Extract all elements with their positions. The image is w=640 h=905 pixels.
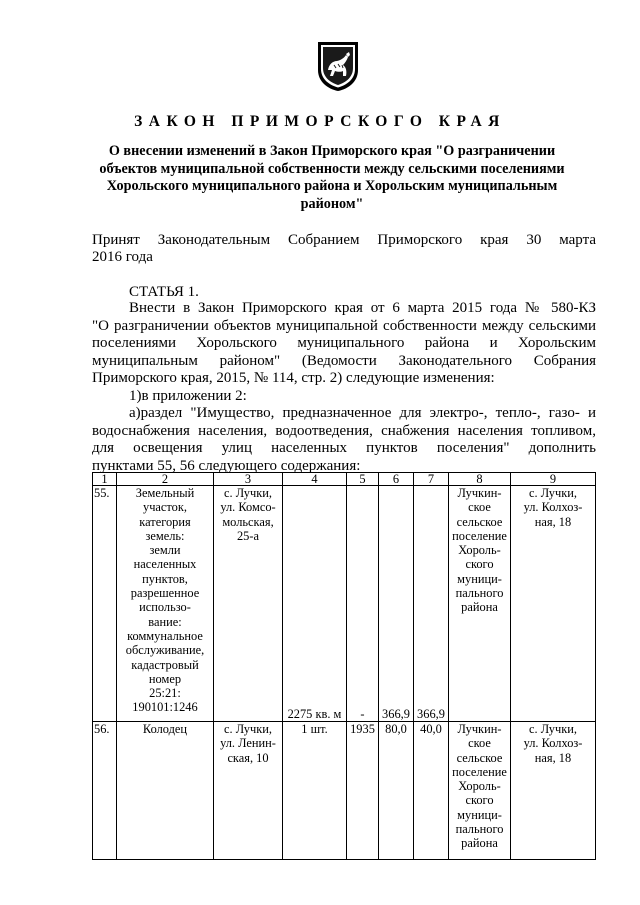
body-line: 1)в приложении 2: xyxy=(129,387,247,404)
object-name-cell: Земельный участок, категория земель: земли населенных пунктов, разрешенное использо- вание: коммунальное обслуживание, кадастровый номер 25:21: 190101:1246 xyxy=(117,486,214,722)
column-header: 2 xyxy=(117,473,214,486)
body-line: пунктами 55, 56 следующего содержания: xyxy=(92,457,361,474)
law-subtitle: О внесении изменений в Закон Приморского края "О разграничении объектов муниципальной собственности между сельскими поселениями Хорольского муниципального района и Хорольским муниципальным районом" xyxy=(99,143,565,212)
residual-value-cell: 366,9 xyxy=(414,486,449,722)
location-cell: с. Лучки, ул. Колхоз- ная, 18 xyxy=(511,486,596,722)
body-line: Приморского края, 2015, № 114, стр. 2) следующие изменения: xyxy=(92,370,495,386)
body-line: а)раздел "Имущество, предназначенное для электро-, тепло-, газо- и xyxy=(129,405,596,421)
table-row xyxy=(93,722,596,860)
location-cell: с. Лучки, ул. Колхоз- ная, 18 xyxy=(511,722,596,860)
body-line: водоснабжения населения, водоотведения, снабжения населения топливом, xyxy=(92,422,596,439)
column-header: 8 xyxy=(449,473,511,486)
column-header: 3 xyxy=(214,473,283,486)
property-table xyxy=(92,472,596,860)
column-header: 5 xyxy=(347,473,379,486)
value-cell: 80,0 xyxy=(379,722,414,860)
quantity-cell: 2275 кв. м xyxy=(283,486,347,722)
year-cell: - xyxy=(347,486,379,722)
address-cell: с. Лучки, ул. Комсо- мольская, 25-а xyxy=(214,486,283,722)
row-number: 56. xyxy=(93,722,117,860)
adoption-line-2: 2016 года xyxy=(92,249,153,265)
year-cell: 1935 xyxy=(347,722,379,860)
residual-value-cell: 40,0 xyxy=(414,722,449,860)
body-line: муниципальным районом" (Ведомости Законодательного Собрания xyxy=(92,352,596,369)
column-header: 9 xyxy=(511,473,596,486)
column-header: 6 xyxy=(379,473,414,486)
object-name-cell: Колодец xyxy=(117,722,214,860)
column-header: 7 xyxy=(414,473,449,486)
article-heading: СТАТЬЯ 1. xyxy=(129,284,199,300)
body-line: "О разграничении объектов муниципальной собственности между сельскими xyxy=(92,317,596,334)
row-number: 55. xyxy=(93,486,117,722)
article-body xyxy=(92,300,596,475)
value-cell: 366,9 xyxy=(379,486,414,722)
quantity-cell: 1 шт. xyxy=(283,722,347,860)
body-line: поселениями Хорольского муниципального района и Хорольским xyxy=(92,335,596,351)
owner-cell: Лучкин- ское сельское поселение Хороль- ского муници- пального района xyxy=(449,486,511,722)
column-header: 1 xyxy=(93,473,117,486)
column-header: 4 xyxy=(283,473,347,486)
adoption-line-1: Принят Законодательным Собранием Приморского края 30 марта xyxy=(92,232,596,248)
address-cell: с. Лучки, ул. Ленин- ская, 10 xyxy=(214,722,283,860)
primorsky-krai-coat-of-arms-icon xyxy=(316,40,360,92)
body-line: Внести в Закон Приморского края от 6 марта 2015 года № 580-КЗ xyxy=(129,300,596,316)
law-title: ЗАКОН ПРИМОРСКОГО КРАЯ xyxy=(134,113,506,130)
body-line: для освещения улиц населенных пунктов поселения" дополнить xyxy=(92,440,596,456)
owner-cell: Лучкин- ское сельское поселение Хороль- ского муници- пального района xyxy=(449,722,511,860)
table-header-row xyxy=(93,473,596,486)
table-row xyxy=(93,486,596,722)
